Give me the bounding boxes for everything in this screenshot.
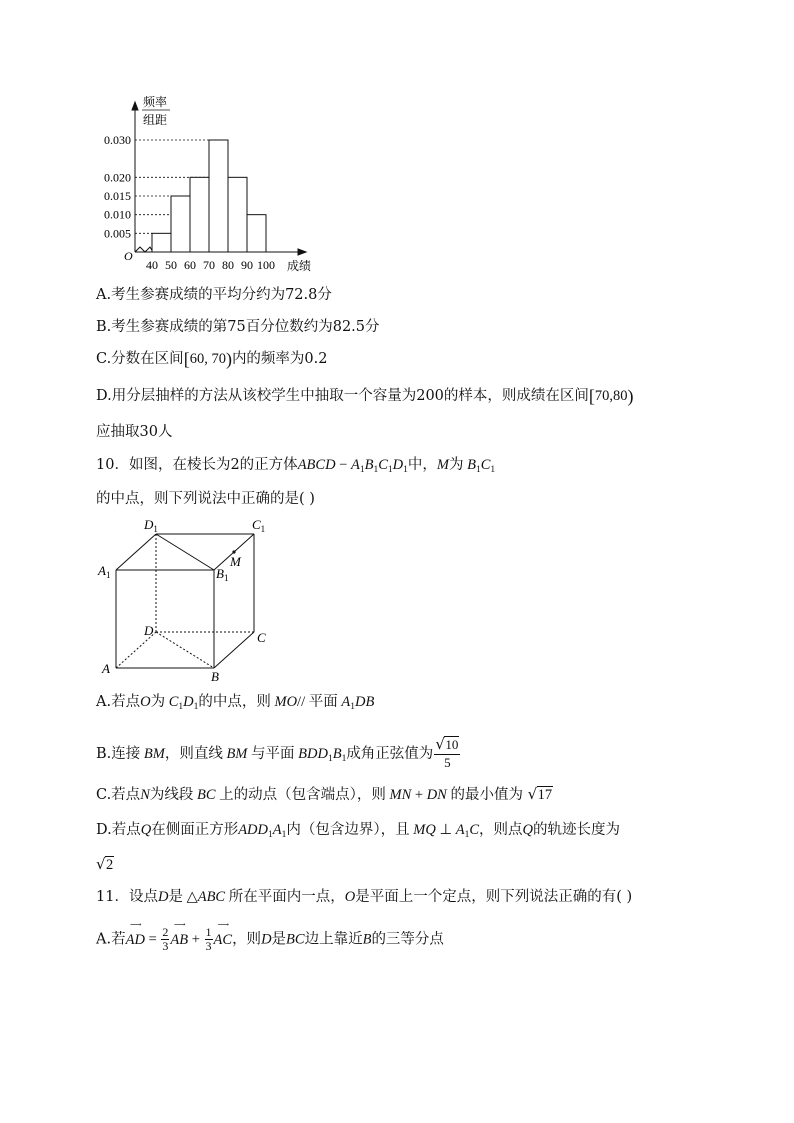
bar-40	[152, 233, 171, 252]
frequency-histogram	[90, 90, 330, 280]
origin-label: O	[124, 249, 133, 263]
q9-option-c: C.分数在区间[60, 70)内的频率为0.2	[96, 349, 328, 369]
label-c1: $C_1$	[252, 517, 266, 534]
y-tick-0.005: 0.005	[104, 226, 131, 241]
y-tick-0.015: 0.015	[104, 189, 131, 203]
bar-60	[190, 177, 209, 252]
q10-stem: 10．如图，在棱长为2的正方体ABCD − $A_1B_1C_1D_1$中，M为 $B_1C_1$	[96, 457, 496, 475]
x-tick-40: 40	[146, 258, 158, 272]
label-b1: $B_1$	[216, 566, 229, 583]
x-tick-60: 60	[184, 258, 196, 272]
label-b: B	[211, 669, 219, 684]
label-m: M	[230, 554, 241, 569]
label-d: D	[144, 623, 154, 638]
label-c: C	[257, 630, 266, 645]
q11-stem: 11．设点D是 △ABC 所在平面内一点，O是平面上一个定点，则下列说法正确的有( )	[96, 889, 633, 905]
bar-80	[228, 177, 247, 252]
q10-option-a: A.若点O为 $C_1D_1$的中点，则 MO// 平面 $A_1DB$	[96, 694, 375, 712]
histogram-bars	[152, 140, 266, 252]
cube-figure	[94, 514, 284, 684]
x-tick-90: 90	[241, 258, 253, 272]
bar-90	[247, 215, 266, 252]
y-axis-label-bottom: 组距	[142, 113, 168, 127]
bar-50	[171, 196, 190, 252]
q9-option-a: A.考生参赛成绩的平均分约为72.8分	[96, 287, 332, 303]
label-a1: $A_1$	[98, 563, 111, 580]
q11-option-a: A.若 ⟶ AD = $\frac{2}{3}$ ⟶ AB + $\frac{1}{3}$ ⟶ AC，则D是BC边上靠近B的三等分点	[96, 919, 444, 953]
x-tick-80: 80	[222, 258, 234, 272]
q10-option-b: B.连接 BM，则直线 BM 与平面 $BDD_1B_1$成角正弦值为 √ 10 5	[96, 735, 459, 770]
q10-option-d-answer: √ 2	[96, 855, 114, 873]
label-d1: $D_1$	[144, 517, 158, 534]
x-axis-label: 成绩	[287, 259, 312, 273]
q10-option-c: C.若点N为线段 BC 上的动点（包含端点），则 MN + DN 的最小值为 √ 17	[96, 785, 553, 803]
x-tick-100: 100	[257, 258, 275, 272]
label-a: A	[102, 661, 110, 676]
q10-option-d: D.若点Q在侧面正方形$ADD_1A_1$内（包含边界），且 MQ ⊥ $A_1C$，则点Q的轨迹长度为	[96, 822, 620, 840]
y-tick-0.010: 0.010	[104, 207, 131, 222]
y-tick-labels	[104, 133, 131, 240]
sine-fraction: √ 10 5	[435, 735, 459, 770]
q10-stem-line2: 的中点，则下列说法中正确的是( )	[96, 491, 315, 507]
y-tick-0.030: 0.030	[104, 133, 131, 147]
y-tick-0.020: 0.020	[104, 170, 131, 185]
q9-option-b: B.考生参赛成绩的第75百分位数约为82.5分	[96, 319, 380, 335]
x-tick-70: 70	[203, 258, 215, 272]
q9-option-d: D.用分层抽样的方法从该校学生中抽取一个容量为200的样本，则成绩在区间[70,80)	[96, 386, 634, 406]
bar-70	[209, 140, 228, 252]
x-tick-labels	[146, 258, 275, 272]
q9-option-d-continued: 应抽取30人	[96, 424, 173, 440]
y-axis-label-top: 频率	[142, 95, 168, 109]
x-tick-50: 50	[165, 258, 177, 272]
